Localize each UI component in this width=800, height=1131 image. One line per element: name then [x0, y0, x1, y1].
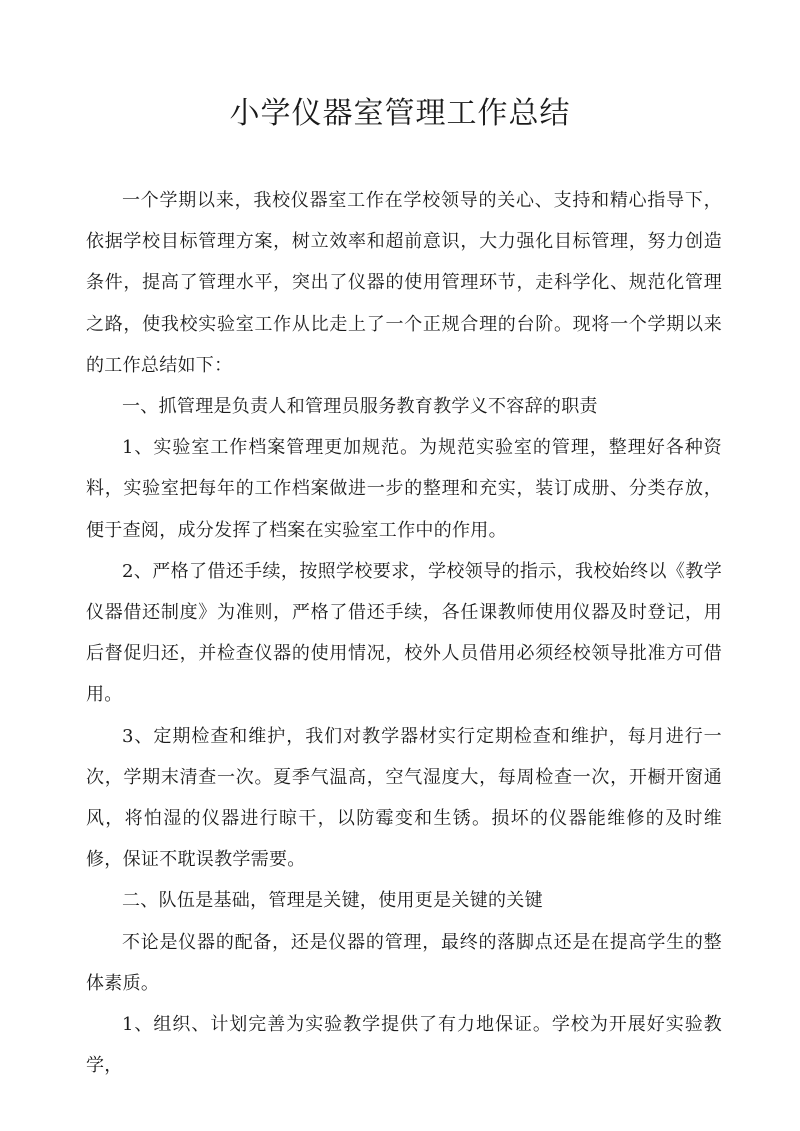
- paragraph-student-quality: 不论是仪器的配备，还是仪器的管理，最终的落脚点还是在提高学生的整体素质。: [86, 931, 722, 994]
- section-heading-1: 一、抓管理是负责人和管理员服务教育教学义不容辞的职责: [122, 396, 598, 418]
- paragraph-archive-management: 1、实验室工作档案管理更加规范。为规范实验室的管理，整理好各种资料，实验室把每年的工作档案做进一步的整理和充实，装订成册、分类存放，便于查阅，成分发挥了档案在实验室工作中的作用。: [86, 437, 722, 541]
- paragraph-intro: 一个学期以来，我校仪器室工作在学校领导的关心、支持和精心指导下，依据学校目标管理方案，树立效率和超前意识，大力强化目标管理，努力创造条件，提高了管理水平，突出了仪器的使用管理环节，走科学化、规范化管理之路，使我校实验室工作从比走上了一个正规合理的台阶。现将一个学期以来的工作总结如下：: [86, 190, 722, 376]
- section-heading-2: 二、队伍是基础，管理是关键，使用更是关键的关键: [122, 890, 543, 912]
- paragraph-borrow-return: 2、严格了借还手续，按照学校要求，学校领导的指示，我校始终以《教学仪器借还制度》为准则，严格了借还手续，各任课教师使用仪器及时登记，用后督促归还，并检查仪器的使用情况，校外人员借用必须经校领导批准方可借用。: [86, 560, 722, 706]
- document-title: 小学仪器室管理工作总结: [229, 96, 571, 131]
- document-body: [86, 180, 722, 1086]
- paragraph-inspection-maintenance: 3、定期检查和维护，我们对教学器材实行定期检查和维护，每月进行一次，学期末清查一次。夏季气温高，空气湿度大，每周检查一次，开橱开窗通风，将怕湿的仪器进行晾干，以防霉变和生锈。损坏的仪器能维修的及时维修，保证不耽误教学需要。: [86, 725, 722, 871]
- paragraph-organization-plan: 1、组织、计划完善为实验教学提供了有力地保证。学校为开展好实验教学，: [86, 1014, 722, 1077]
